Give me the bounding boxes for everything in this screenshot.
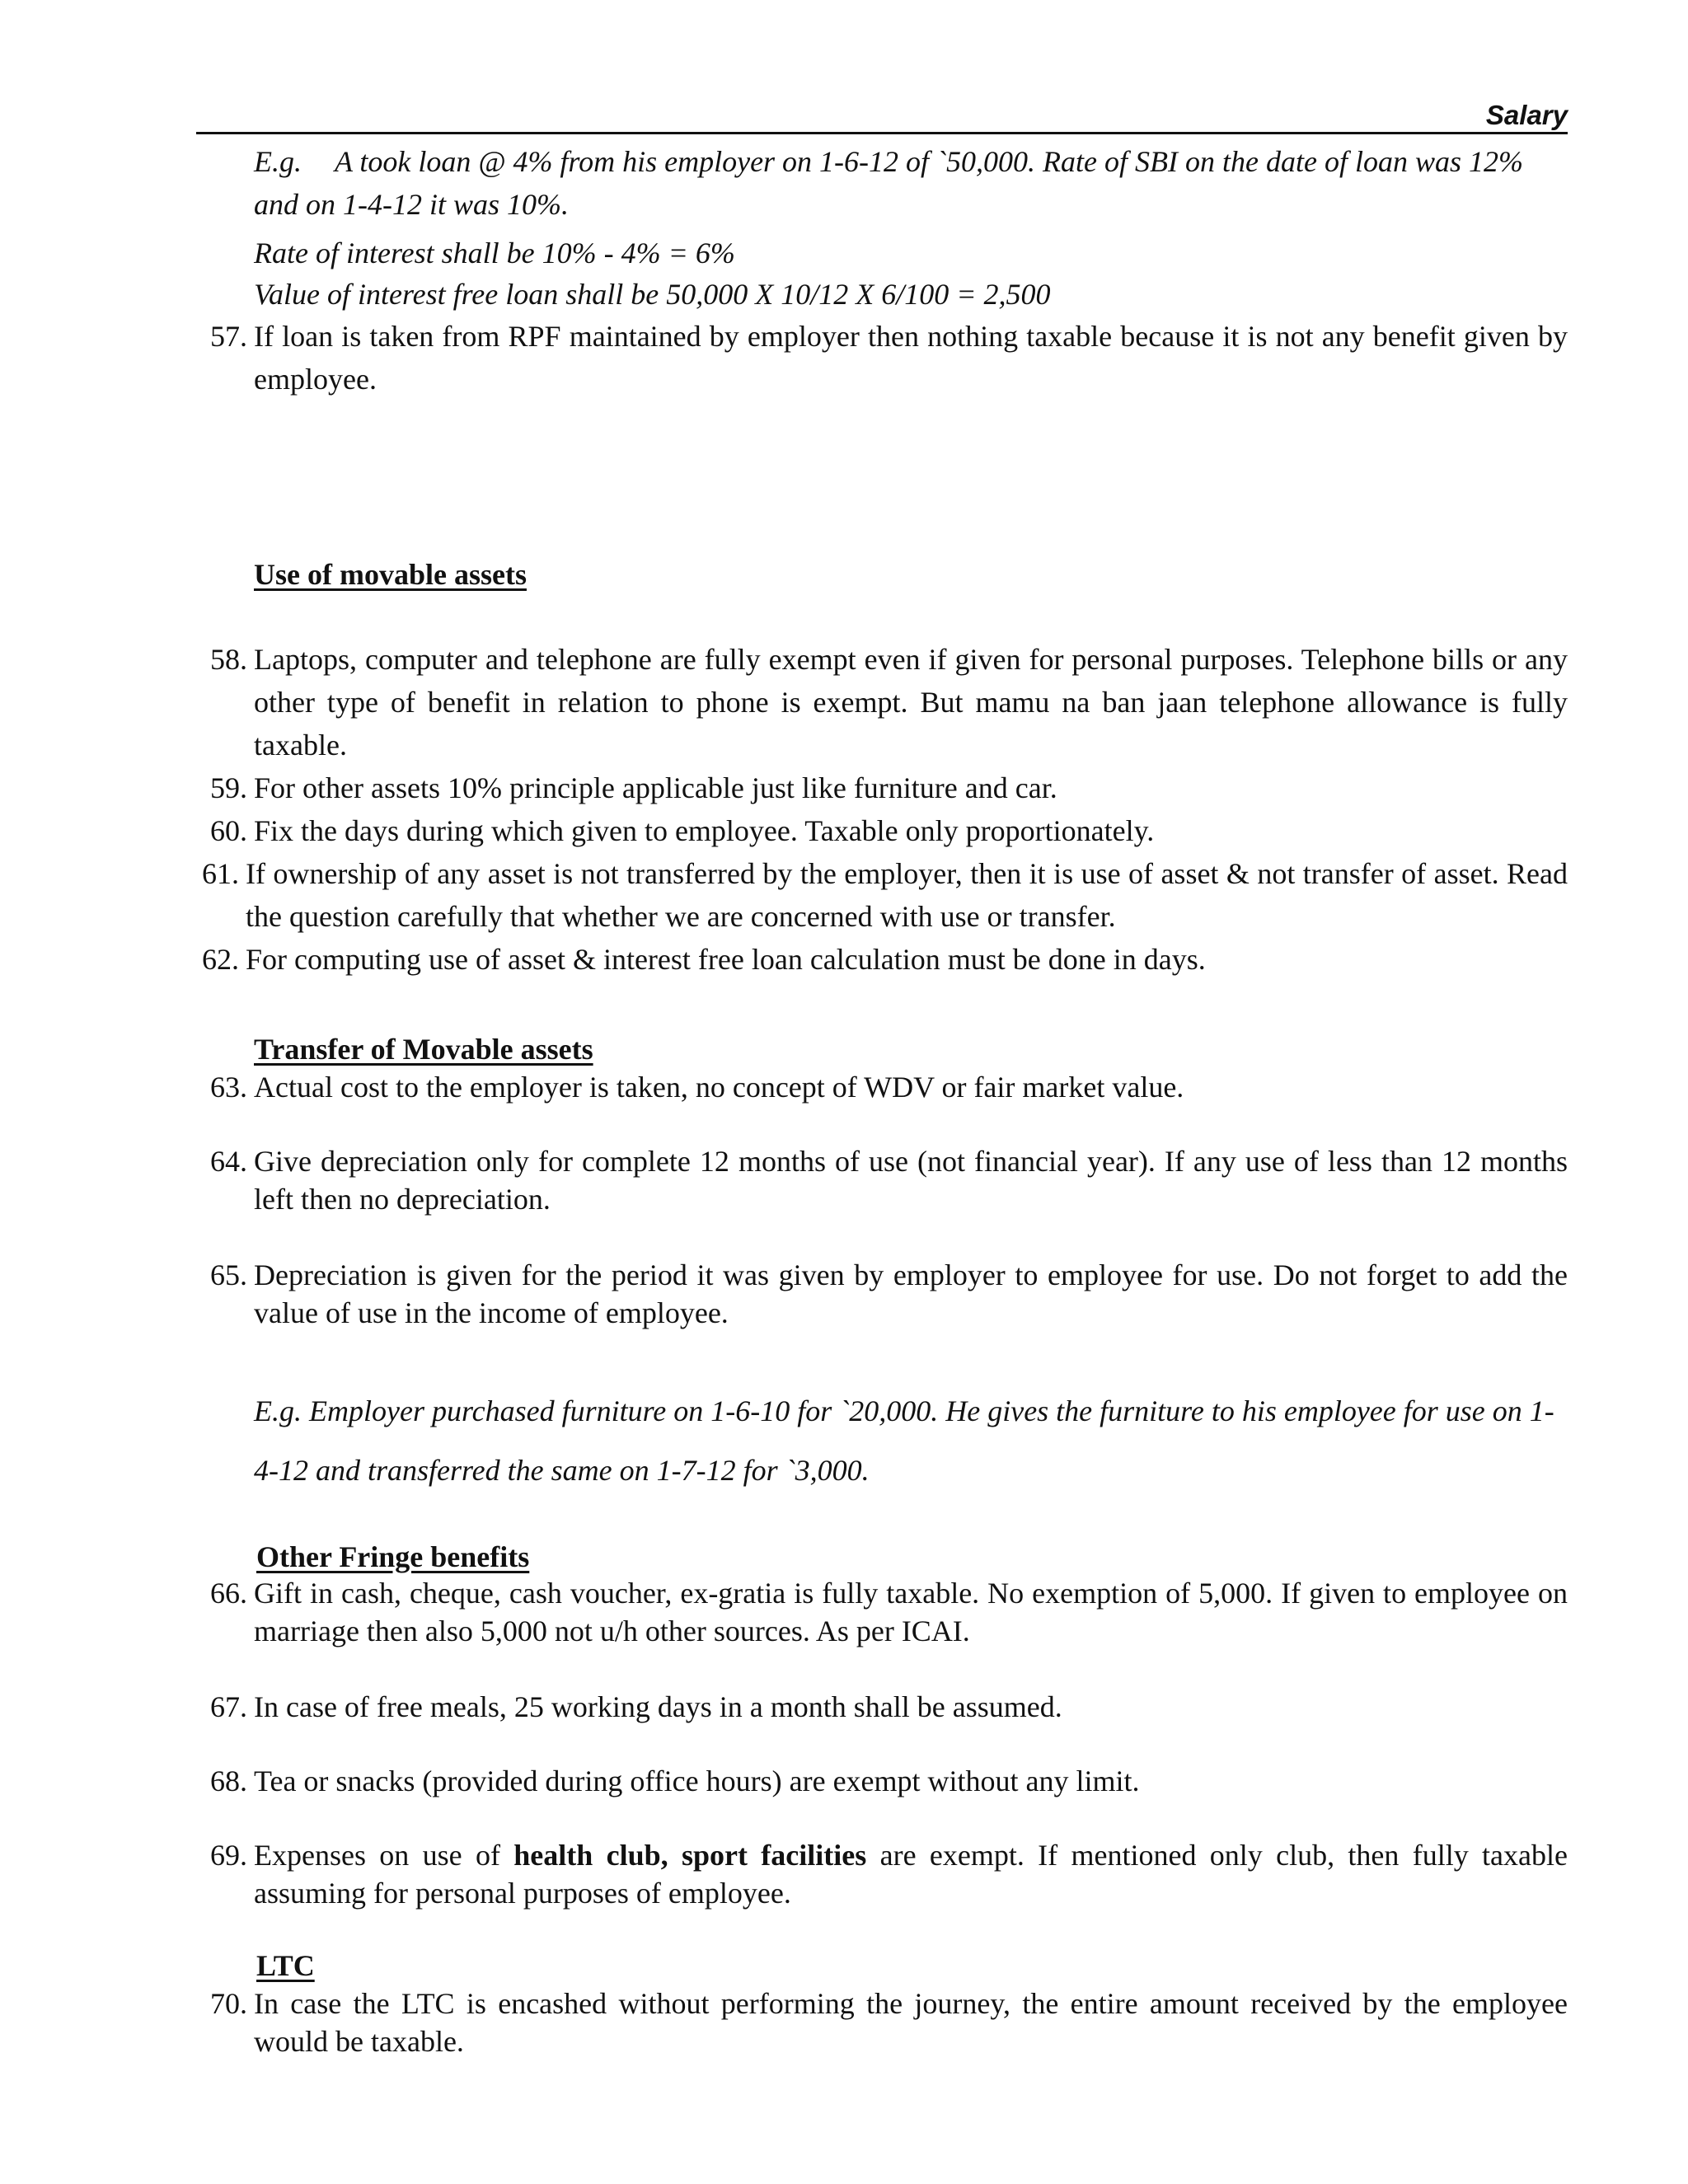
item-number: 67. bbox=[210, 1690, 247, 1723]
list-item-62 bbox=[202, 938, 1568, 981]
item-text-bold: health club, sport facilities bbox=[513, 1839, 867, 1872]
heading-use-of-movable-assets bbox=[254, 555, 527, 593]
heading-text: Transfer of Movable assets bbox=[254, 1033, 593, 1066]
loan-example-line-2: Rate of interest shall be 10% - 4% = 6% bbox=[254, 237, 735, 269]
loan-example-line-3: Value of interest free loan shall be 50,000 X 10/12 X 6/100 = 2,500 bbox=[254, 278, 1051, 311]
item-text: Actual cost to the employer is taken, no concept of WDV or fair market value. bbox=[254, 1071, 1184, 1104]
list-item-61 bbox=[202, 852, 1568, 938]
item-text: For other assets 10% principle applicable just like furniture and car. bbox=[254, 771, 1057, 804]
item-text: Tea or snacks (provided during office hours) are exempt without any limit. bbox=[254, 1765, 1140, 1797]
item-number: 69. bbox=[210, 1839, 247, 1872]
list-item-58 bbox=[210, 638, 1568, 766]
item-number: 60. bbox=[210, 814, 247, 847]
item-text: For computing use of asset & interest free loan calculation must be done in days. bbox=[246, 943, 1206, 976]
item-number: 62. bbox=[202, 943, 239, 976]
item-number: 64. bbox=[210, 1145, 247, 1178]
item-text: Depreciation is given for the period it was given by employer to employee for use. Do not forget to add the value of use in the income of employee. bbox=[254, 1258, 1568, 1329]
item-number: 57. bbox=[210, 320, 247, 353]
heading-transfer-of-movable-assets bbox=[254, 1030, 593, 1068]
item-number: 59. bbox=[210, 771, 247, 804]
list-item-60 bbox=[210, 809, 1568, 852]
heading-other-fringe-benefits bbox=[256, 1538, 529, 1576]
item-text: Fix the days during which given to employee. Taxable only proportionately. bbox=[254, 814, 1155, 847]
loan-example-value bbox=[254, 274, 1568, 315]
item-text-post: are exempt. If mentioned only club, then fully taxable assuming for personal purposes of employee. bbox=[254, 1839, 1568, 1910]
running-header bbox=[196, 99, 1568, 134]
item-number: 68. bbox=[210, 1765, 247, 1797]
running-title: Salary bbox=[1485, 100, 1568, 130]
list-item-68 bbox=[210, 1762, 1568, 1800]
loan-example-line-1: A took loan @ 4% from his employer on 1-6-12 of `50,000. Rate of SBI on the date of loan was 12% and on 1-4-12 it was 10%. bbox=[254, 145, 1523, 221]
item-number: 66. bbox=[210, 1577, 247, 1610]
list-item-64 bbox=[210, 1142, 1568, 1218]
item-number: 70. bbox=[210, 1987, 247, 2020]
heading-text: LTC bbox=[256, 1949, 315, 1982]
furniture-example-text: E.g. Employer purchased furniture on 1-6-10 for `20,000. He gives the furniture to his employee for use on 1-4-12 and transferred the same on 1-7-12 for `3,000. bbox=[254, 1394, 1554, 1487]
item-text: Gift in cash, cheque, cash voucher, ex-gratia is fully taxable. No exemption of 5,000. If given to employee on marriage then also 5,000 not u/h other sources. As per ICAI. bbox=[254, 1577, 1568, 1647]
item-text: If ownership of any asset is not transferred by the employer, then it is use of asset & not transfer of asset. Read the question carefully that whether we are concerned with use or transfer. bbox=[246, 857, 1568, 933]
loan-example-rate bbox=[254, 232, 1568, 274]
item-number: 61. bbox=[202, 857, 239, 890]
list-item-57 bbox=[210, 315, 1568, 401]
item-text: In case of free meals, 25 working days in a month shall be assumed. bbox=[254, 1690, 1062, 1723]
item-text: Give depreciation only for complete 12 months of use (not financial year). If any use of less than 12 months left then no depreciation. bbox=[254, 1145, 1568, 1216]
list-item-69 bbox=[210, 1836, 1568, 1912]
list-item-67 bbox=[210, 1688, 1568, 1726]
loan-example bbox=[254, 140, 1568, 226]
furniture-example bbox=[254, 1381, 1568, 1500]
item-text: In case the LTC is encashed without performing the journey, the entire amount received by the employee would be taxable. bbox=[254, 1987, 1568, 2058]
item-text-pre: Expenses on use of bbox=[254, 1839, 514, 1872]
list-item-70 bbox=[210, 1985, 1568, 2060]
list-item-66 bbox=[210, 1574, 1568, 1650]
item-text: If loan is taken from RPF maintained by employer then nothing taxable because it is not any benefit given by employee. bbox=[254, 320, 1568, 396]
item-number: 65. bbox=[210, 1258, 247, 1291]
heading-text: Use of movable assets bbox=[254, 558, 527, 591]
item-number: 58. bbox=[210, 643, 247, 676]
list-item-65 bbox=[210, 1256, 1568, 1332]
item-text: Laptops, computer and telephone are fully exempt even if given for personal purposes. Telephone bills or any other type of benefit in relation to phone is exempt. But mamu na ban jaan telephone allowance is fully taxable. bbox=[254, 643, 1568, 762]
heading-text: Other Fringe benefits bbox=[256, 1540, 530, 1573]
heading-ltc bbox=[256, 1947, 315, 1985]
list-item-59 bbox=[210, 766, 1568, 809]
list-item-63 bbox=[210, 1068, 1568, 1106]
example-lead: E.g. bbox=[254, 145, 302, 178]
item-number: 63. bbox=[210, 1071, 247, 1104]
